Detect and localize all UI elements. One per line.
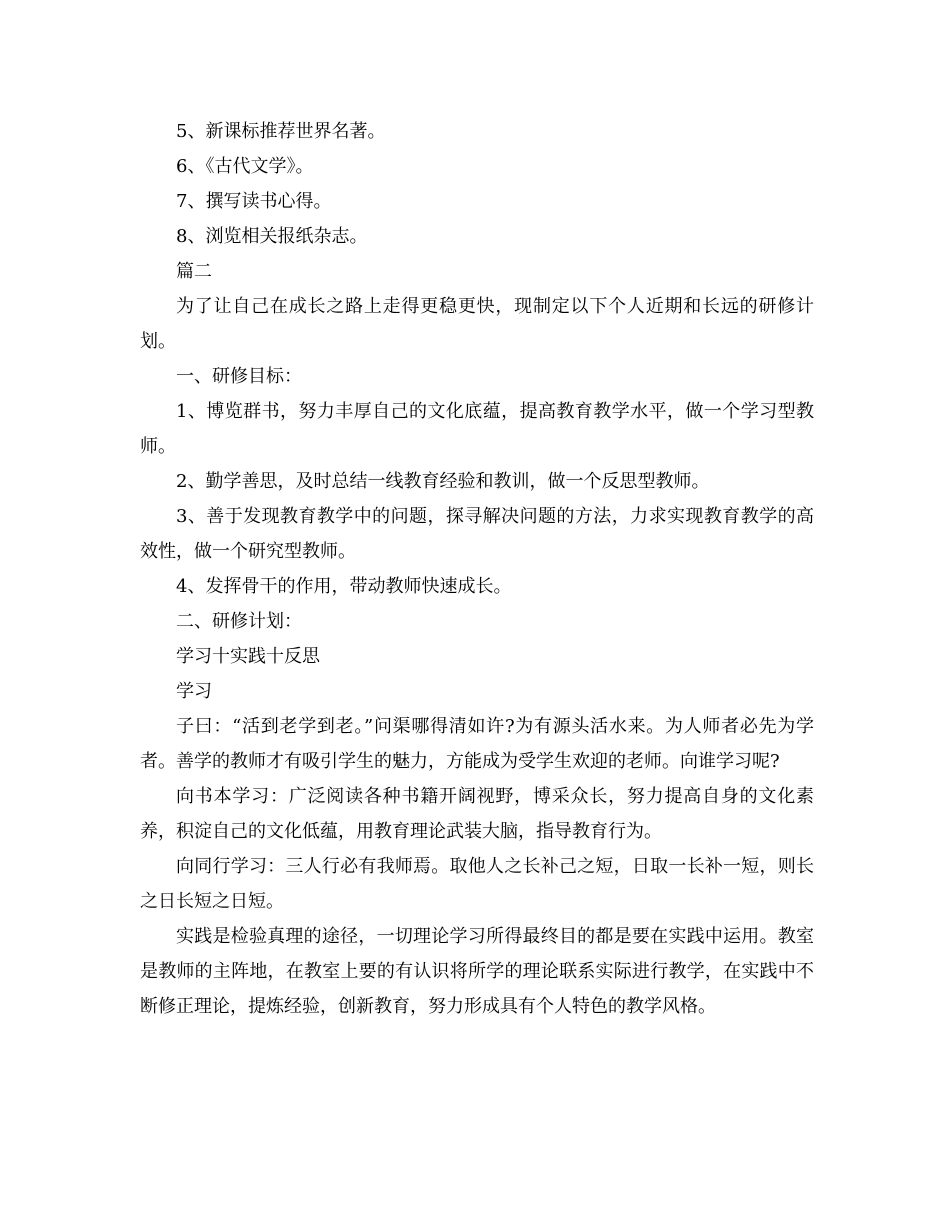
list-item-5: 5、新课标推荐世界名著。 (176, 121, 386, 142)
peer-learning-paragraph: 向同行学习：三人行必有我师焉。取他人之长补己之短，日取一长补一短，则长之日长短之日短。 (140, 856, 814, 912)
goal-item-4: 4、发挥骨干的作用，带动教师快速成长。 (176, 576, 512, 597)
goal-item-1: 1、博览群书，努力丰厚自己的文化底蕴，提高教育教学水平，做一个学习型教师。 (140, 401, 814, 457)
subheading-study: 学习 (176, 681, 212, 702)
list-item-7: 7、撰写读书心得。 (176, 191, 332, 212)
goal-item-3: 3、善于发现教育教学中的问题，探寻解决问题的方法，力求实现教育教学的高效性，做一个研究型教师。 (140, 506, 814, 562)
practice-paragraph: 实践是检验真理的途径，一切理论学习所得最终目的都是要在实践中运用。教室是教师的主阵地，在教室上要的有认识将所学的理论联系实际进行教学，在实践中不断修正理论，提炼经验，创新教育，努力形成具有个人特色的教学风格。 (140, 926, 814, 1017)
list-item-6: 6、《古代文学》。 (176, 156, 314, 177)
section-heading-part-two: 篇二 (176, 261, 212, 282)
section-heading-goals: 一、研修目标： (176, 366, 302, 387)
study-paragraph: 子曰：“活到老学到老。”问渠哪得清如许?为有源头活水来。为人师者必先为学者。善学的教师才有吸引学生的魅力，方能成为受学生欢迎的老师。向谁学习呢? (140, 716, 814, 772)
book-learning-paragraph: 向书本学习：广泛阅读各种书籍开阔视野，博采众长，努力提高自身的文化素养，积淀自己的文化低蕴，用教育理论武装大脑，指导教育行为。 (140, 786, 814, 842)
list-item-8: 8、浏览相关报纸杂志。 (176, 226, 368, 247)
goal-item-2: 2、勤学善思，及时总结一线教育经验和教训，做一个反思型教师。 (176, 471, 710, 492)
document-body (140, 114, 814, 1024)
section-heading-plan: 二、研修计划： (176, 611, 302, 632)
plan-formula: 学习十实践十反思 (176, 646, 320, 667)
intro-paragraph: 为了让自己在成长之路上走得更稳更快，现制定以下个人近期和长远的研修计划。 (140, 296, 814, 352)
